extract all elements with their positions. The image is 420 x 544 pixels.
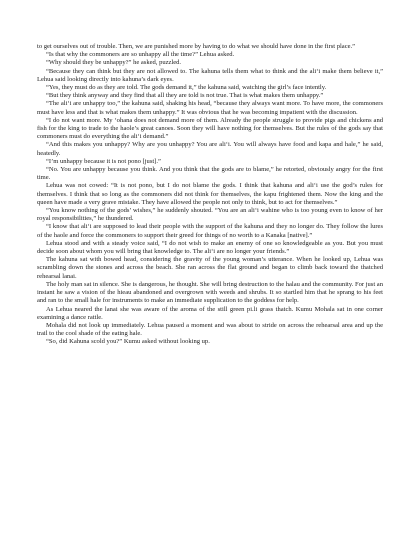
body-text <box>37 43 383 347</box>
paragraph: “I do not want more. My ‘ohana does not demand more of them. Already the people struggle to provide pigs and chickens and fish for the king to trade to the haole’s great canoes. Soon they will have nothing for themselves. But the rules of the gods say that commoners must do everything the ali‘i demand.” <box>37 116 383 141</box>
paragraph: “I’m unhappy because it is not pono [just].” <box>46 157 161 165</box>
paragraph: Lehua was not cowed: “It is not pono, but I do not blame the gods. I think that kahuna and ali‘i use the god’s rules for themselves. I think that so long as the commoners did not think for themselves, the kapu frightened them. Now the king and the queen have made a very grave mistake. They have allowed the people not only to think, but to act for themselves.” <box>37 182 383 206</box>
paragraph: As Lehua neared the lanai she was aware of the aroma of the still green pi.li grass thatch. Kumu Mohala sat in one corner examining a dance rattle. <box>37 305 383 321</box>
paragraph: “And this makes you unhappy? Why are you unhappy? You are ali‘i. You will always have food and kapa and hale,” he said, heatedly. <box>37 141 383 157</box>
paragraph: “No. You are unhappy because you think. And you think that the gods are to blame,” he retorted, obviously angry for the first time. <box>37 166 383 182</box>
paragraph: “Is that why the commoners are so unhappy all the time?” Lehua asked. <box>46 51 235 59</box>
paragraph: Lehua stood and with a steady voice said, “I do not wish to make an enemy of one so knowledgeable as you. But you must decide soon about whom you will bring that knowledge to. The ali‘i are no longer your friends.” <box>37 239 383 256</box>
paragraph: “Because they can think but they are not allowed to. The kahuna tells them what to think and the ali‘i make them believe it,” Lehua said looking directly into kahuna’s dark eyes. <box>37 67 383 83</box>
paragraph: “I know that ali‘i are supposed to lead their people with the support of the kahuna and they no longer do. They follow the lures of the haole and force the commoners to support their greed for things of no worth to a Kanaka [native].” <box>37 223 383 239</box>
paragraph: The kahuna sat with bowed head, considering the gravity of the young woman’s utterance. When he looked up, Lehua was scrambling down the stones and across the beach. She ran across the flat ground and began to climb back toward the thatched rehearsal lanai. <box>37 256 383 280</box>
paragraph: The holy man sat in silence. She is dangerous, he thought. She will bring destruction to the halau and the community. For just an instant he saw a vision of the hieau abandoned and overgrown with weeds and shrubs. It so startled him that he sprang to his feet and ran to the small hale for instruments to make an immediate supplication to the goddess for help. <box>37 280 383 305</box>
paragraph: “So, did Kahuna scold you?” Kumu asked without looking up. <box>46 338 210 346</box>
paragraph: “But they think anyway and they find that all they are told is not true. That is what makes them unhappy.” <box>46 92 324 100</box>
paragraph: “Why should they be unhappy?” he asked, puzzled. <box>46 59 182 67</box>
paragraph: to get ourselves out of trouble. Then, we are punished more by having to do what we should have done in the first place.” <box>37 43 356 50</box>
paragraph: “Yes, they must do as they are told. The gods demand it,” the kahuna said, watching the girl’s face intently. <box>46 84 327 92</box>
paragraph: “The ali‘i are unhappy too,” the kahuna said, shaking his head, “because they always want more. To have more, the commoners must have less and that is what makes them unhappy.” It was obvious that he was becoming impatient with the discussion. <box>37 100 383 116</box>
paragraph: Mohala did not look up immediately. Lehua paused a moment and was about to stride on across the rehearsal area and up the trail to the cool shade of the eating hale. <box>37 321 383 338</box>
paragraph: “You know nothing of the gods’ wishes,” he suddenly shouted. “You are an ali‘i wahine who is too young even to know of her royal responsibilities,” he thundered. <box>37 207 383 223</box>
